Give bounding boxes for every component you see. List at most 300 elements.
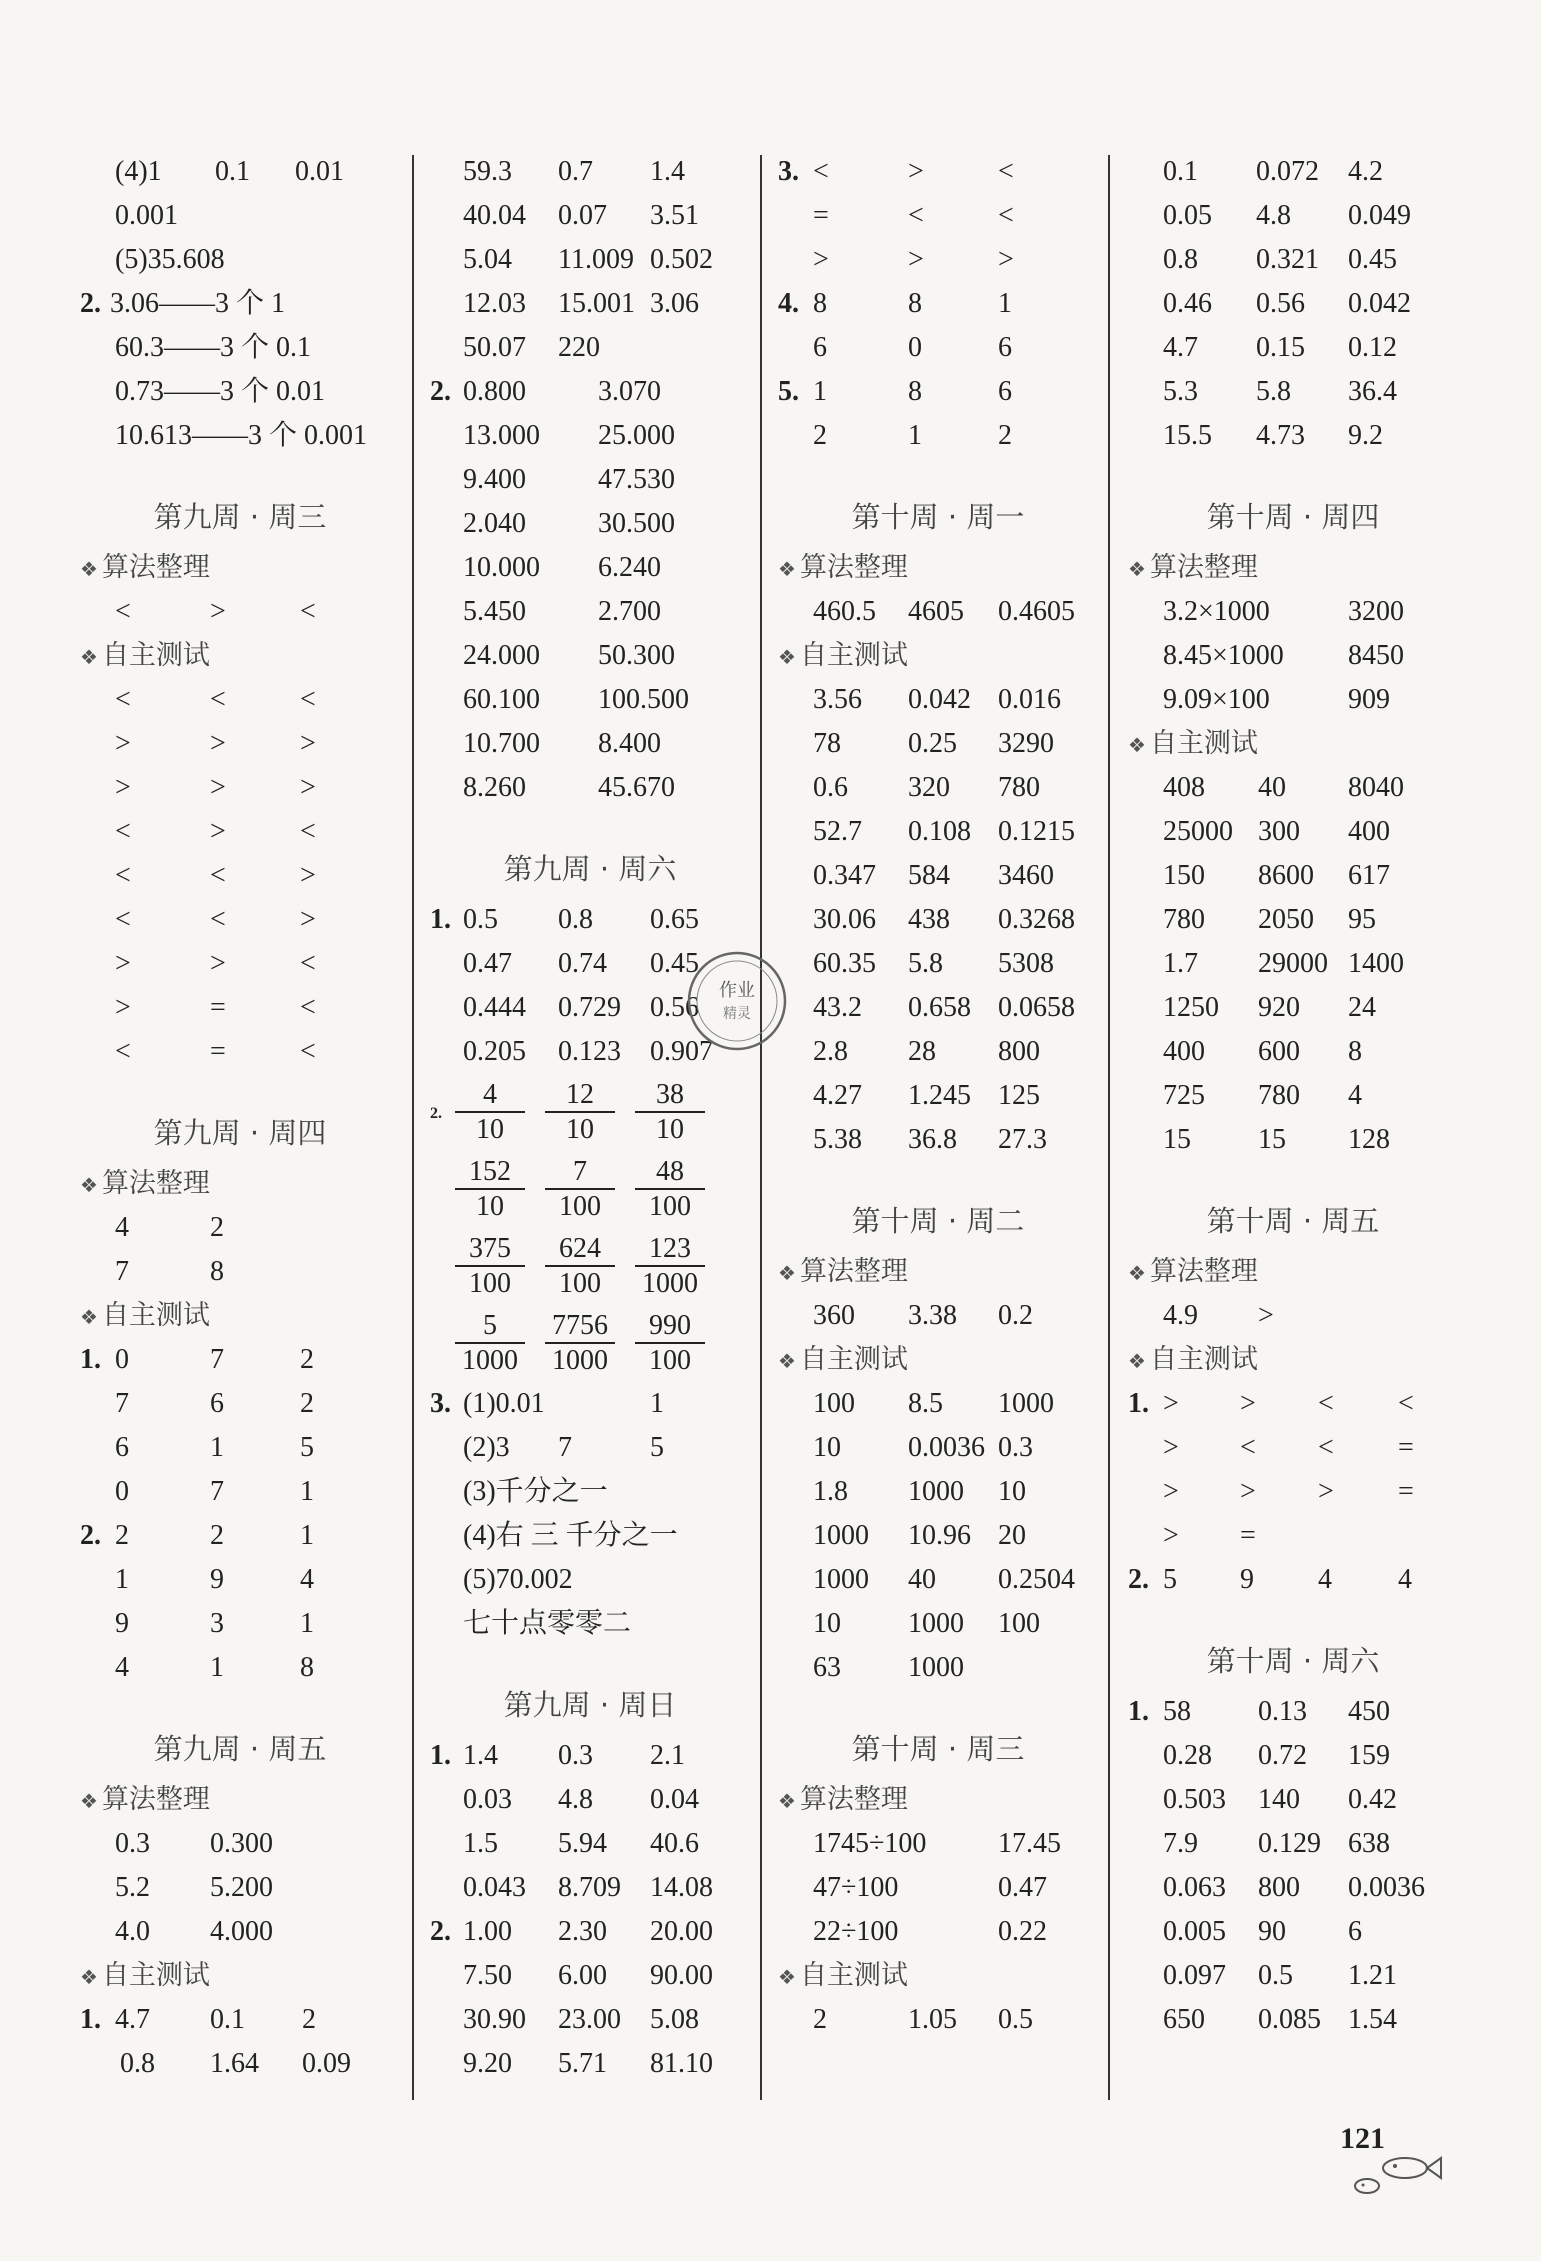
subsection-label [80,1954,400,1998]
answer-row [80,898,400,942]
subsection-label [1128,1250,1458,1294]
answer-value: 0.800 [463,376,526,407]
answer-row [778,1074,1098,1118]
answer-value: 125 [998,1080,1040,1111]
section-heading: 第九周 · 周四 [153,1116,327,1150]
answer-value: 0.13 [1258,1696,1307,1727]
answer-row [430,370,750,414]
answer-value: 780 [1258,1080,1300,1111]
answer-value: 0 [115,1476,129,1507]
answer-row [430,1426,750,1470]
answer-row [80,766,400,810]
answer-value: < [813,156,829,187]
answer-value: 0.049 [1348,200,1411,231]
answer-value: 360 [813,1300,855,1331]
answer-value: 0.12 [1348,332,1397,363]
answer-row [430,898,750,942]
answer-value: 0.1215 [998,816,1075,847]
subsection-label [1128,1338,1458,1382]
answer-row [80,1910,400,1954]
fraction-numerator: 990 [635,1309,705,1344]
answer-value: 1.4 [463,1740,498,1771]
answer-value: 8 [300,1652,314,1683]
answer-value: 0.444 [463,992,526,1023]
answer-value: 59.3 [463,156,512,187]
answer-row [430,678,750,722]
answer-value: 0.6 [813,772,848,803]
fraction [635,1309,705,1377]
answer-value: < [210,684,226,715]
answer-row [80,150,400,194]
answer-value: 90 [1258,1916,1286,1947]
answer-value: 3290 [998,728,1054,759]
answer-value: 0.45 [650,948,699,979]
answer-value: 30.06 [813,904,876,935]
answer-row [778,1998,1098,2042]
answer-value: 47÷100 [813,1872,899,1903]
answer-value: 2.8 [813,1036,848,1067]
answer-value: 6 [813,332,827,363]
answer-row [80,282,400,326]
answer-value: 0.8 [120,2048,155,2079]
answer-value: > [1318,1476,1334,1507]
answer-row [1128,1822,1458,1866]
answer-value: 5.3 [1163,376,1198,407]
answer-row [778,898,1098,942]
subsection-label [80,1778,400,1822]
answer-value: < [908,200,924,231]
answer-value: 0.28 [1163,1740,1212,1771]
answer-value: 2.1 [650,1740,685,1771]
answer-value: 3.2×1000 [1163,596,1270,627]
answer-value: 1000 [813,1520,869,1551]
diamond-bullet-icon: ❖ [1128,733,1146,757]
answer-value: 0.347 [813,860,876,891]
answer-value: 0.45 [1348,244,1397,275]
answer-row [430,634,750,678]
answer-value: 10.96 [908,1520,971,1551]
answer-value: 1 [115,1564,129,1595]
answer-value: > [210,772,226,803]
answer-value: 0.22 [998,1916,1047,1947]
answer-value: 1400 [1348,948,1404,979]
answer-value: 23.00 [558,2004,621,2035]
answer-value: 3.06 [650,288,699,319]
answer-value: 5.71 [558,2048,607,2079]
answer-row [778,810,1098,854]
answer-row [778,370,1098,414]
answer-value: 4.7 [1163,332,1198,363]
fraction-denominator: 100 [649,1191,691,1222]
answer-value: 9.2 [1348,420,1383,451]
answer-value: 0.108 [908,816,971,847]
fraction-numerator: 375 [455,1232,525,1267]
answer-value: > [115,948,131,979]
fraction-numerator: 152 [455,1155,525,1190]
fraction-row [430,1228,750,1305]
answer-value: 5.450 [463,596,526,627]
answer-row [80,2042,400,2086]
answer-value: 30.90 [463,2004,526,2035]
answer-value: 0.658 [908,992,971,1023]
answer-row [430,1734,750,1778]
answer-value: 50.07 [463,332,526,363]
answer-value: 0.129 [1258,1828,1321,1859]
answer-row [80,1470,400,1514]
answer-value: < [1240,1432,1256,1463]
answer-row [80,854,400,898]
answer-value: 40 [1258,772,1286,803]
answer-value: = [1398,1476,1414,1507]
answer-row [80,1426,400,1470]
answer-row [778,722,1098,766]
answer-value: < [300,684,316,715]
answer-value: 9 [210,1564,224,1595]
answer-value: > [1258,1300,1274,1331]
answer-column-2 [430,150,750,2086]
answer-value: > [210,948,226,979]
answer-row [778,282,1098,326]
answer-value: 0.72 [1258,1740,1307,1771]
answer-value: 0.1 [1163,156,1198,187]
answer-row [430,590,750,634]
answer-row [430,1602,750,1646]
answer-value: < [115,860,131,891]
answer-row [430,1470,750,1514]
section-heading: 第十周 · 周二 [851,1204,1025,1238]
answer-row [430,502,750,546]
answer-value: 7 [210,1344,224,1375]
answer-row [778,194,1098,238]
answer-row [430,546,750,590]
page-number: 121 [1340,2122,1385,2155]
answer-value: < [115,816,131,847]
answer-value: 7.50 [463,1960,512,1991]
answer-value: 60.35 [813,948,876,979]
answer-value: 1 [908,420,922,451]
answer-row [430,238,750,282]
answer-value: 100 [998,1608,1040,1639]
answer-value: (3)千分之一 [463,1476,608,1507]
answer-value: 0.300 [210,1828,273,1859]
answer-value: 400 [1348,816,1390,847]
subsection-label [778,634,1098,678]
answer-row [430,1382,750,1426]
answer-value: (1)0.01 [463,1388,545,1419]
question-number: 3. [430,1388,451,1419]
answer-value: < [115,684,131,715]
answer-value: 1 [650,1388,664,1419]
fish-icon [1345,2150,1445,2200]
answer-value: 9 [115,1608,129,1639]
answer-value: 45.670 [598,772,675,803]
answer-value: 8 [813,288,827,319]
answer-value: 24 [1348,992,1376,1023]
answer-value: 7 [115,1256,129,1287]
answer-row [430,1514,750,1558]
answer-value: 438 [908,904,950,935]
answer-value: 15.001 [558,288,635,319]
answer-value: 0.042 [908,684,971,715]
answer-row [430,1910,750,1954]
answer-value: > [1240,1476,1256,1507]
answer-value: 600 [1258,1036,1300,1067]
answer-row [80,1558,400,1602]
answer-value: 27.3 [998,1124,1047,1155]
answer-value: > [300,860,316,891]
answer-value: 1 [998,288,1012,319]
answer-value: (4)1 [115,156,162,187]
answer-value: 8.709 [558,1872,621,1903]
answer-value: 2 [210,1212,224,1243]
answer-row [80,1602,400,1646]
answer-value: 1000 [908,1476,964,1507]
answer-row [1128,854,1458,898]
answer-row [1128,282,1458,326]
answer-row [778,150,1098,194]
answer-value: 150 [1163,860,1205,891]
answer-value: 1.64 [210,2048,259,2079]
answer-value: 2 [813,2004,827,2035]
answer-value: (2)3 [463,1432,510,1463]
answer-value: 0.47 [998,1872,1047,1903]
fraction [455,1078,525,1146]
answer-value: 4.2 [1348,156,1383,187]
answer-row [1128,414,1458,458]
answer-value: < [300,1036,316,1067]
diamond-bullet-icon: ❖ [1128,1349,1146,1373]
answer-row [1128,1470,1458,1514]
question-number: 3. [778,156,799,187]
answer-value: 5.38 [813,1124,862,1155]
answer-value: 780 [998,772,1040,803]
answer-row [1128,1382,1458,1426]
answer-value: 2 [998,420,1012,451]
answer-value: < [115,904,131,935]
answer-value: 8450 [1348,640,1404,671]
answer-value: 0.001 [115,200,178,231]
answer-value: 0.5 [1258,1960,1293,1991]
answer-value: 0.0658 [998,992,1075,1023]
answer-row [778,1118,1098,1162]
answer-row [1128,1514,1458,1558]
answer-row [778,414,1098,458]
diamond-bullet-icon: ❖ [80,645,98,669]
answer-row [1128,238,1458,282]
fraction [455,1155,525,1223]
answer-row [1128,150,1458,194]
answer-value: 0.085 [1258,2004,1321,2035]
answer-row [430,1998,750,2042]
answer-row [1128,326,1458,370]
answer-value: 28 [908,1036,936,1067]
answer-value: < [1318,1388,1334,1419]
subsection-label [778,1778,1098,1822]
question-number: 2. [430,376,451,407]
answer-row [80,194,400,238]
fraction-row [430,1305,750,1382]
answer-value: 1.00 [463,1916,512,1947]
fraction-numerator: 48 [635,1155,705,1190]
answer-value: 4 [115,1212,129,1243]
answer-value: 460.5 [813,596,876,627]
answer-row [430,1866,750,1910]
answer-value: 3200 [1348,596,1404,627]
subsection-label [778,1250,1098,1294]
answer-value: 25000 [1163,816,1233,847]
answer-value: > [300,904,316,935]
answer-value: < [115,596,131,627]
answer-row [1128,1778,1458,1822]
answer-value: > [998,244,1014,275]
answer-value: 15 [1258,1124,1286,1155]
answer-value: 36.4 [1348,376,1397,407]
subsection-label [778,1954,1098,1998]
answer-value: 5.08 [650,2004,699,2035]
diamond-bullet-icon: ❖ [778,1349,796,1373]
answer-row [778,1558,1098,1602]
answer-value: 1000 [908,1652,964,1683]
answer-value: 0.1 [215,156,250,187]
column-divider [1108,155,1110,2100]
answer-value: 0.042 [1348,288,1411,319]
answer-value: 6 [998,376,1012,407]
fraction-numerator: 7756 [545,1309,615,1344]
answer-value: 4.9 [1163,1300,1198,1331]
answer-value: 8.260 [463,772,526,803]
answer-value: 400 [1163,1036,1205,1067]
answer-value: 0.04 [650,1784,699,1815]
answer-value: 4.8 [558,1784,593,1815]
answer-value: 0.42 [1348,1784,1397,1815]
fraction [545,1155,615,1223]
answer-value: 0.46 [1163,288,1212,319]
answer-value: 1000 [813,1564,869,1595]
answer-value: 90.00 [650,1960,713,1991]
answer-value: 43.2 [813,992,862,1023]
answer-value: 6 [998,332,1012,363]
question-number: 1. [1128,1696,1149,1727]
fraction-numerator: 624 [545,1232,615,1267]
subsection-label [80,634,400,678]
answer-value: 4.000 [210,1916,273,1947]
section-heading: 第九周 · 周日 [503,1688,677,1722]
fraction [545,1078,615,1146]
answer-value: 0.56 [650,992,699,1023]
answer-value: 1 [300,1608,314,1639]
answer-value: 40.6 [650,1828,699,1859]
answer-value: 4.7 [115,2004,150,2035]
stamp-logo [682,946,792,1056]
answer-value: 2 [302,2004,316,2035]
answer-value: 1000 [998,1388,1054,1419]
answer-row [778,238,1098,282]
answer-row [778,1866,1098,1910]
section-heading: 第十周 · 周五 [1206,1204,1380,1238]
fraction-denominator: 1000 [642,1268,698,1299]
fraction-row [430,1074,750,1151]
answer-row [1128,590,1458,634]
answer-value: 12.03 [463,288,526,319]
svg-text:精灵: 精灵 [723,1006,751,1022]
fraction-denominator: 10 [476,1191,504,1222]
fraction [635,1155,705,1223]
answer-row [80,810,400,854]
section-heading: 第九周 · 周六 [503,852,677,886]
answer-value: 1.21 [1348,1960,1397,1991]
subsection-label-text: 算法整理 [799,1784,908,1815]
answer-value: > [1240,1388,1256,1419]
fraction-numerator: 5 [455,1309,525,1344]
answer-value: 1000 [908,1608,964,1639]
answer-value: > [1163,1432,1179,1463]
column-divider [412,155,414,2100]
answer-value: 1.7 [1163,948,1198,979]
answer-value: 20.00 [650,1916,713,1947]
answer-row [778,1030,1098,1074]
answer-row [778,942,1098,986]
answer-row [778,1426,1098,1470]
question-number: 2. [1128,1564,1149,1595]
answer-value: 6.240 [598,552,661,583]
subsection-label-text: 自主测试 [799,1344,908,1375]
answer-value: 0.05 [1163,200,1212,231]
answer-value: 0 [115,1344,129,1375]
answer-value: = [813,200,829,231]
subsection-label [80,546,400,590]
answer-value: 8.400 [598,728,661,759]
answer-value: 10.700 [463,728,540,759]
answer-value: 0.123 [558,1036,621,1067]
answer-value: 725 [1163,1080,1205,1111]
answer-row [430,1954,750,1998]
answer-row [1128,1910,1458,1954]
answer-value: 0.2 [998,1300,1033,1331]
answer-row [80,1646,400,1690]
answer-row [80,722,400,766]
question-number: 1. [80,2004,101,2035]
answer-row [778,1514,1098,1558]
answer-value: 0.321 [1256,244,1319,275]
answer-row [430,458,750,502]
answer-value: 650 [1163,2004,1205,2035]
answer-value: 9.400 [463,464,526,495]
answer-value: 0.3268 [998,904,1075,935]
answer-value: 920 [1258,992,1300,1023]
answer-value: 0.65 [650,904,699,935]
fraction-numerator: 123 [635,1232,705,1267]
answer-value: 0.072 [1256,156,1319,187]
fraction [455,1309,525,1377]
subsection-label-text: 算法整理 [101,1168,210,1199]
subsection-label-text: 自主测试 [799,640,908,671]
answer-value: 0.3 [115,1828,150,1859]
question-number: 2. [80,1520,101,1551]
answer-value: 300 [1258,816,1300,847]
answer-value: 七十点零零二 [463,1608,632,1639]
answer-row [80,1338,400,1382]
diamond-bullet-icon: ❖ [80,1789,98,1813]
answer-value: 0.8 [1163,244,1198,275]
fraction-denominator: 100 [649,1345,691,1376]
answer-value: 4.0 [115,1916,150,1947]
answer-value: 159 [1348,1740,1390,1771]
answer-value: 128 [1348,1124,1390,1155]
answer-value: 6 [1348,1916,1362,1947]
column-divider [760,155,762,2100]
diamond-bullet-icon: ❖ [778,1261,796,1285]
answer-value: 0.0036 [1348,1872,1425,1903]
